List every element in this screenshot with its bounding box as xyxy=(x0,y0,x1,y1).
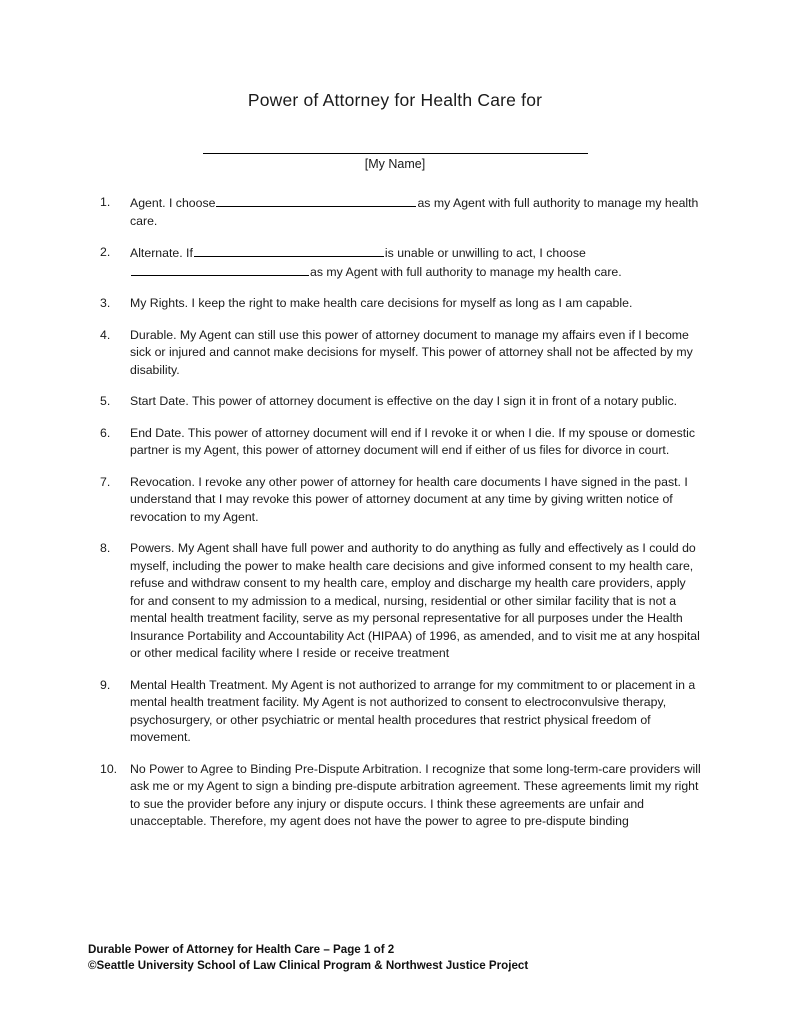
clause-text xyxy=(130,540,702,663)
clause-number: 1. xyxy=(100,195,111,209)
clause-item xyxy=(88,194,702,230)
clause-item xyxy=(88,677,702,747)
clause-number: 6. xyxy=(100,425,111,440)
clause-text-run: Start Date. This power of attorney document is effective on the day I sign it in front of a notary public. xyxy=(130,394,678,408)
name-caption: [My Name] xyxy=(364,157,426,171)
clause-item xyxy=(88,327,702,380)
fill-in-blank[interactable] xyxy=(131,263,309,276)
clause-text xyxy=(130,194,702,230)
clause-text-run: as my Agent with full authority to manage my health care. xyxy=(310,264,622,279)
clause-number: 5. xyxy=(100,394,111,408)
clause-number: 4. xyxy=(100,327,111,342)
clause-text-run: Agent. I choose xyxy=(130,196,216,210)
page-title: Power of Attorney for Health Care for xyxy=(247,90,543,110)
clause-text-run: Powers. My Agent shall have full power and authority to do anything as fully and effectively as I could do myself, including the power to make health care decisions and give informed consent to my health care, refuse and withdraw consent to my health care, employ and discharge my health care providers, apply for and consent to my admission to a medical, nursing, residential or other similar facility that is not a mental health treatment facility, serve as my personal representative for all purposes under the Health Insurance Portability and Accountability Act (HIPAA) of 1996, as amended, and to visit me at any hospital or other medical facility where I reside or receive treatment xyxy=(130,541,700,660)
clause-text xyxy=(130,327,702,380)
clause-text-run: as my Agent with full authority to manage my health care. xyxy=(130,196,699,228)
clause-item xyxy=(88,425,702,460)
clause-text-run: End Date. This power of attorney document will end if I revoke it or when I die. If my spouse or domestic partner is my Agent, this power of attorney document will end if either of us files for divorce in court. xyxy=(130,425,696,457)
clause-item xyxy=(88,393,702,411)
clause-text xyxy=(130,474,702,527)
clause-list xyxy=(88,194,702,831)
clause-text-run: Alternate. If xyxy=(130,246,193,260)
name-signature-field xyxy=(88,153,702,172)
clause-number: 8. xyxy=(100,541,111,555)
clause-number: 9. xyxy=(100,677,111,692)
clause-text xyxy=(130,761,702,831)
clause-text-run: Durable. My Agent can still use this power of attorney document to manage my affairs even if I become sick or injured and cannot make decisions for myself. This power of attorney shall not be affected by my disability. xyxy=(130,327,693,377)
clause-number: 2. xyxy=(100,245,111,259)
clause-text xyxy=(130,393,702,411)
clause-text xyxy=(130,244,702,281)
clause-number: 3. xyxy=(100,296,111,310)
clause-text-run: My Rights. I keep the right to make health care decisions for myself as long as I am capable. xyxy=(130,296,633,310)
page-footer xyxy=(88,942,528,974)
clause-text-run: is unable or unwilling to act, I choose xyxy=(384,246,586,260)
clause-item xyxy=(88,474,702,527)
footer-line-2: ©Seattle University School of Law Clinical Program & Northwest Justice Project xyxy=(88,959,529,972)
clause-text xyxy=(130,295,702,313)
clause-text-run: No Power to Agree to Binding Pre-Dispute Arbitration. I recognize that some long-term-care providers will ask me or my Agent to sign a binding pre-dispute arbitration agreement. These agreements limit my right to sue the provider before any injury or dispute occurs. I think these agreements are unfair and unacceptable. Therefore, my agent does not have the power to agree to pre-dispute binding xyxy=(130,761,701,828)
clause-number: 10. xyxy=(100,761,118,776)
clause-text-run: Mental Health Treatment. My Agent is not authorized to arrange for my commitment to or placement in a mental health treatment facility. My Agent is not authorized to consent to electroconvulsive therapy, psychosurgery, or other psychiatric or mental health procedures that restrict physical freedom of movement. xyxy=(130,677,696,744)
name-blank-line[interactable] xyxy=(203,153,588,154)
clause-item xyxy=(88,244,702,281)
clause-text-run: Revocation. I revoke any other power of attorney for health care documents I have signed in the past. I understand that I may revoke this power of attorney document at any time by giving written notice of revocation to my Agent. xyxy=(130,474,688,524)
clause-item xyxy=(88,540,702,663)
footer-line-1: Durable Power of Attorney for Health Care – Page 1 of 2 xyxy=(88,943,395,956)
clause-text xyxy=(130,425,702,460)
clause-item xyxy=(88,761,702,831)
fill-in-blank[interactable] xyxy=(216,194,416,207)
clause-number: 7. xyxy=(100,474,111,489)
clause-item xyxy=(88,295,702,313)
fill-in-blank[interactable] xyxy=(194,244,384,257)
clause-text xyxy=(130,677,702,747)
